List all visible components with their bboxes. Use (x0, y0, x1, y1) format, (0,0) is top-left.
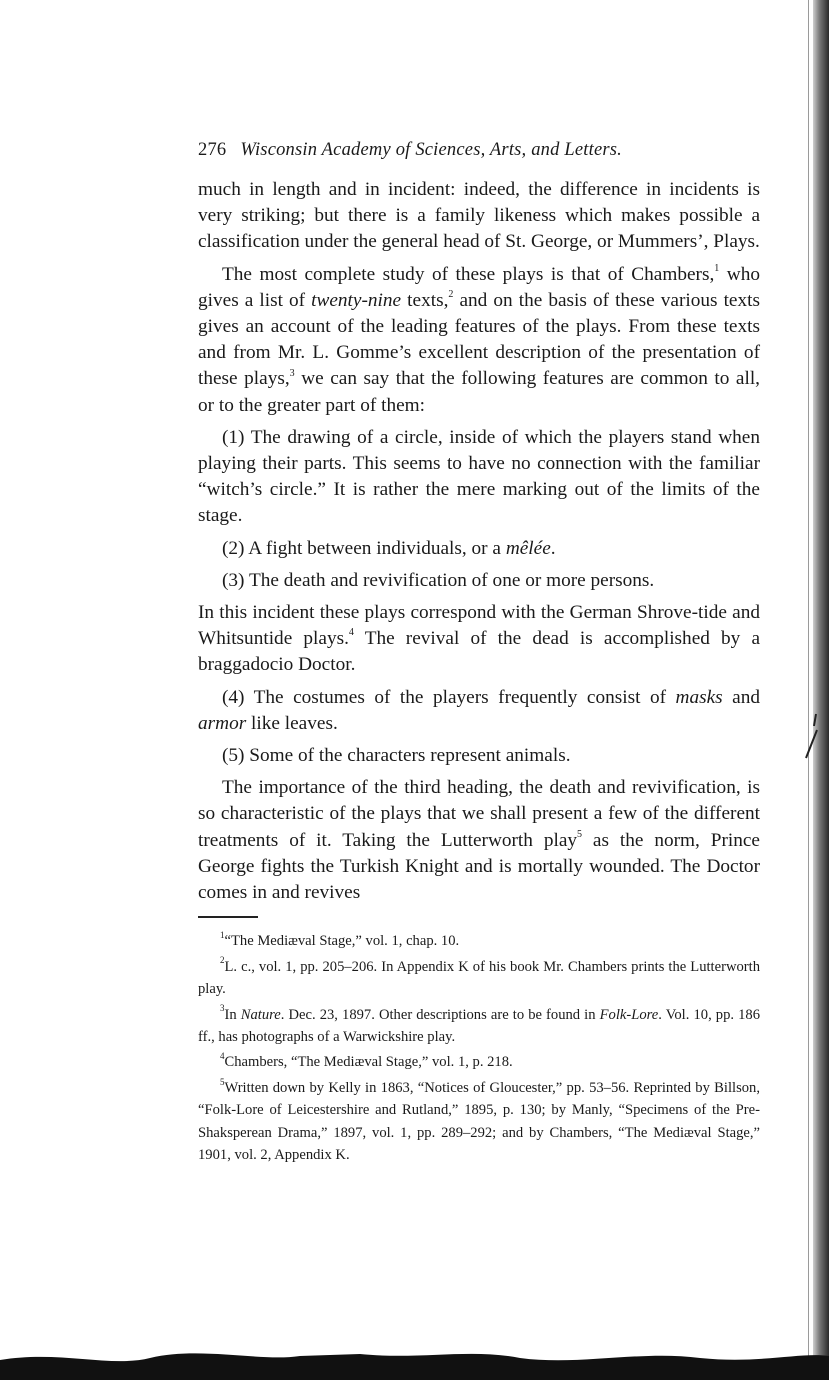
paragraph-chambers: The most complete study of these plays is that of Chambers,$^1$ who gives a list of twenty-nine texts,$^2$ and on the basis of these various texts gives an account of the leading features of the plays. From these texts and from Mr. L. Gomme’s excellent description of the presentation of these plays,$^3$ we can say that the following features are common to all, or to the greater part of them: (198, 262, 761, 416)
footnotes (198, 930, 760, 1166)
list-item-3-continued: In this incident these plays correspond with the German Shrove-tide and Whitsuntide plays.$^4$ The revival of the dead is accomplished by a braggadocio Doctor. (198, 602, 760, 676)
paragraph-continued: much in length and in incident: indeed, the difference in incidents is very striking; but there is a family likeness which makes possible a classification under the general head of St. George, or Mummers’, Plays. (198, 179, 760, 253)
scan-shadow-right (813, 0, 829, 1380)
footnote-3: $^3$In Nature. Dec. 23, 1897. Other descriptions are to be found in Folk-Lore. Vol. 10, pp. 186 ff., has photographs of a Warwickshire play. (198, 1003, 761, 1045)
footnote-ref-5: 5 (577, 828, 583, 840)
running-title: Wisconsin Academy of Sciences, Arts, and Letters. (240, 140, 622, 160)
footnote-5: $^5$Written down by Kelly in 1863, “Notices of Gloucester,” pp. 53–56. Reprinted by Billson, “Folk-Lore of Leicestershire and Rutland,” 1895, p. 130; by Manly, “Specimens of the Pre-Shaksperean Drama,” 1897, vol. 1, pp. 289–292; and by Chambers, “The Mediæval Stage,” 1901, vol. 2, Appendix K. (198, 1076, 760, 1163)
footnote-2: $^2$L. c., vol. 1, pp. 205–206. In Appendix K of his book Mr. Chambers prints the Lutterworth play. (198, 955, 760, 998)
list-item-3: (3) The death and revivification of one or more persons. (222, 569, 655, 591)
paragraph-importance: The importance of the third heading, the death and revivification, is so characteristic of the plays that we shall present a few of the different treatments of it. Taking the Lutterworth play$^5$ as the norm, Prince George fights the Turkish Knight and is mortally wounded. The Doctor comes in and revives (198, 777, 760, 904)
footnote-1: $^1$“The Mediæval Stage,” vol. 1, chap. 10. (220, 930, 460, 950)
margin-pencil-mark (802, 712, 820, 762)
footnote-ref-4: 4 (348, 627, 354, 639)
running-header (198, 140, 760, 161)
footnote-ref-1: 1 (714, 262, 720, 274)
body-text (198, 177, 760, 906)
footnote-ref-3: 3 (289, 367, 295, 379)
footnote-rule (198, 916, 258, 918)
list-item-4: (4) The costumes of the players frequently consist of masks and armor like leaves. (198, 686, 760, 734)
list-item-1: (1) The drawing of a circle, inside of which the players stand when playing their parts. This seems to have no connection with the familiar “witch’s circle.” It is rather the mere marking out of the limits of the stage. (198, 426, 760, 527)
list-item-5: (5) Some of the characters represent animals. (222, 745, 571, 767)
footnote-ref-2: 2 (448, 288, 454, 300)
scan-edge-line (808, 0, 809, 1380)
book-page (198, 140, 760, 1166)
footnote-4: $^4$Chambers, “The Mediæval Stage,” vol. 1, p. 218. (220, 1051, 513, 1071)
scan-shadow-bottom (0, 1320, 829, 1380)
page-number: 276 (198, 140, 227, 160)
list-item-2: (2) A fight between individuals, or a mêlée. (222, 537, 556, 559)
